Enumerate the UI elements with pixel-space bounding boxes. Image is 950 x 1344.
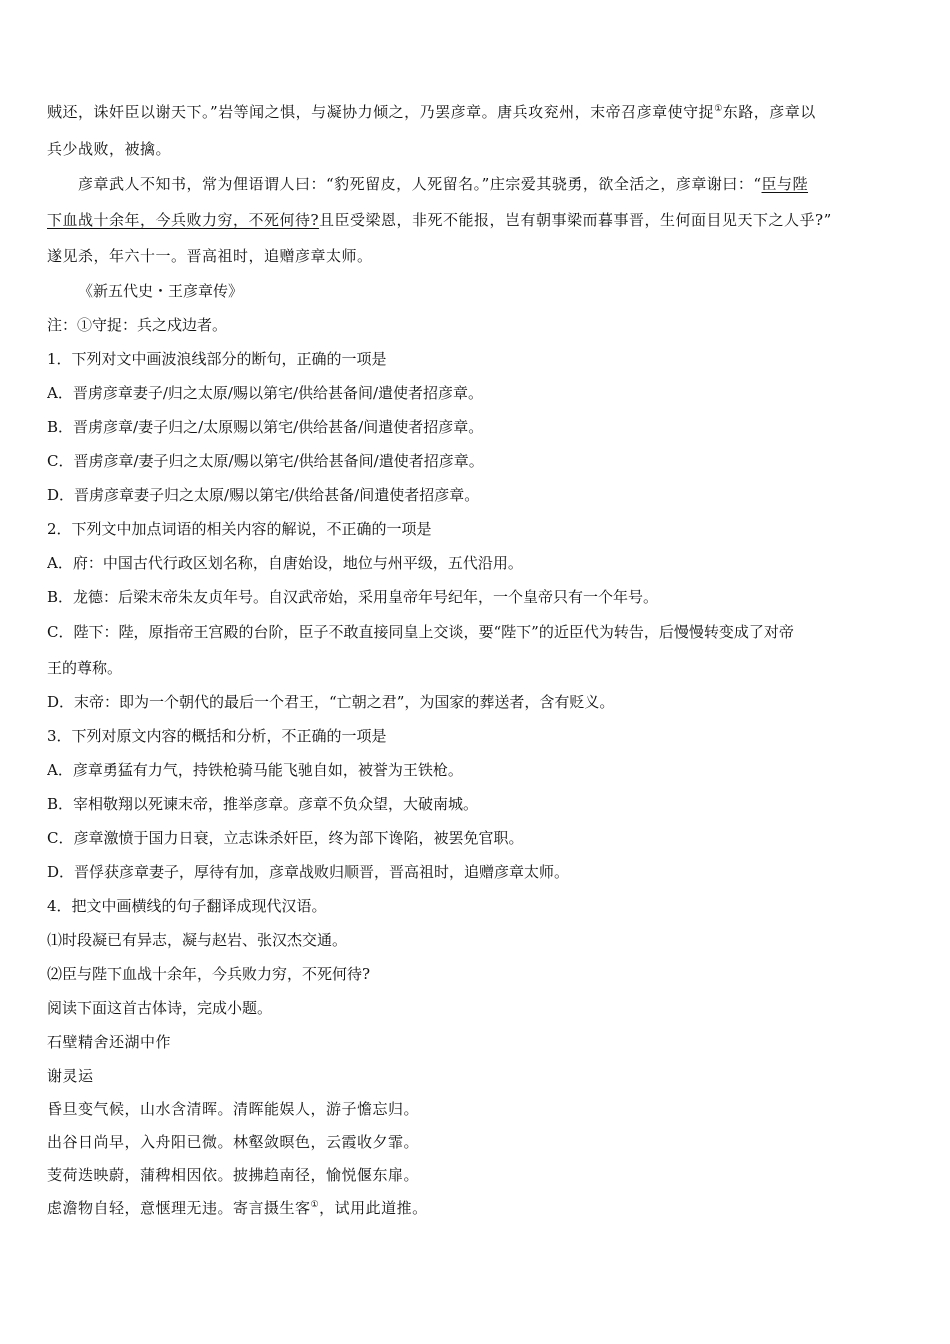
passage-line: 彦章武人不知书，常为俚语谓人曰：“豹死留皮，人死留名。”庄宗爱其骁勇，欲全活之，彦章谢曰：“臣与陛 [78, 175, 809, 193]
poem-title: 石壁精舍还湖中作 [47, 1033, 172, 1051]
poem-line: 昏旦变气候，山水含清晖。清晖能娱人，游子憺忘归。 [47, 1100, 420, 1118]
question-4: 4．把文中画横线的句子翻译成现代汉语。 [47, 897, 327, 915]
q2-option-b: B．龙德：后梁末帝朱友贞年号。自汉武帝始，采用皇帝年号纪年，一个皇帝只有一个年号。 [47, 588, 659, 606]
passage-line: 下血战十余年，今兵败力穷，不死何待?且臣受梁恩，非死不能报，岂有朝事梁而暮事晋，生何面目见天下之人乎?” [47, 211, 832, 229]
source-citation: 《新五代史・王彦章传》 [78, 282, 244, 300]
q1-option-b: B．晋虏彦章/妻子归之/太原赐以第宅/供给甚备/间遣使者招彦章。 [47, 418, 484, 436]
passage-line: 贼还，诛奸臣以谢天下。”岩等闻之惧，与凝协力倾之，乃罢彦章。唐兵攻兖州，末帝召彦章使守捉①东路，彦章以 [47, 103, 816, 121]
q4-item-2: ⑵臣与陛下血战十余年，今兵败力穷，不死何待? [47, 965, 371, 983]
poem-line: 出谷日尚早，入舟阳已微。林壑敛暝色，云霞收夕霏。 [47, 1133, 420, 1151]
footnote: 注：①守捉：兵之戍边者。 [47, 316, 228, 334]
q3-option-c: C．彦章激愤于国力日衰，立志诛杀奸臣，终为部下谗陷，被罢免官职。 [47, 829, 524, 847]
poem-instruction: 阅读下面这首古体诗，完成小题。 [47, 999, 273, 1017]
q2-option-c: C．陛下：陛，原指帝王宫殿的台阶，臣子不敢直接同皇上交谈，要“陛下”的近臣代为转告，后慢慢转变成了对帝 [47, 623, 794, 641]
footnote-marker: ① [714, 104, 723, 114]
q3-option-d: D．晋俘获彦章妻子，厚待有加，彦章战败归顺晋，晋高祖时，追赠彦章太师。 [47, 863, 570, 881]
passage-line: 遂见杀，年六十一。晋高祖时，追赠彦章太师。 [47, 247, 373, 265]
q2-option-c-cont: 王的尊称。 [47, 659, 123, 677]
poem-author: 谢灵运 [47, 1067, 94, 1085]
question-1: 1．下列对文中画波浪线部分的断句，正确的一项是 [47, 350, 387, 368]
q1-option-a: A．晋虏彦章妻子/归之太原/赐以第宅/供给甚备间/遣使者招彦章。 [47, 384, 484, 402]
question-2: 2．下列文中加点词语的相关内容的解说，不正确的一项是 [47, 520, 432, 538]
poem-line: 芰荷迭映蔚，蒲稗相因依。披拂趋南径，愉悦偃东扉。 [47, 1166, 420, 1184]
q3-option-a: A．彦章勇猛有力气，持铁枪骑马能飞驰自如，被誉为王铁枪。 [47, 761, 463, 779]
q3-option-b: B．宰相敬翔以死谏末帝，推举彦章。彦章不负众望，大破南城。 [47, 795, 479, 813]
footnote-marker: ① [310, 1200, 320, 1210]
q1-option-d: D．晋虏彦章妻子归之太原/赐以第宅/供给甚备/间遣使者招彦章。 [47, 486, 480, 504]
passage-line: 兵少战败，被擒。 [47, 140, 172, 158]
q1-option-c: C．晋虏彦章/妻子归之太原/赐以第宅/供给甚备间/遣使者招彦章。 [47, 452, 484, 470]
question-3: 3．下列对原文内容的概括和分析，不正确的一项是 [47, 727, 387, 745]
underlined-sentence: 下血战十余年，今兵败力穷，不死何待? [47, 211, 320, 229]
underlined-sentence: 臣与陛 [761, 175, 809, 193]
poem-line: 虑澹物自轻，意惬理无违。寄言摄生客①，试用此道推。 [47, 1199, 428, 1217]
q2-option-d: D．末帝：即为一个朝代的最后一个君王，“亡朝之君”，为国家的葬送者，含有贬义。 [47, 693, 615, 711]
q4-item-1: ⑴时段凝已有异志，凝与赵岩、张汉杰交通。 [47, 931, 348, 949]
q2-option-a: A．府：中国古代行政区划名称，自唐始设，地位与州平级，五代沿用。 [47, 554, 523, 572]
